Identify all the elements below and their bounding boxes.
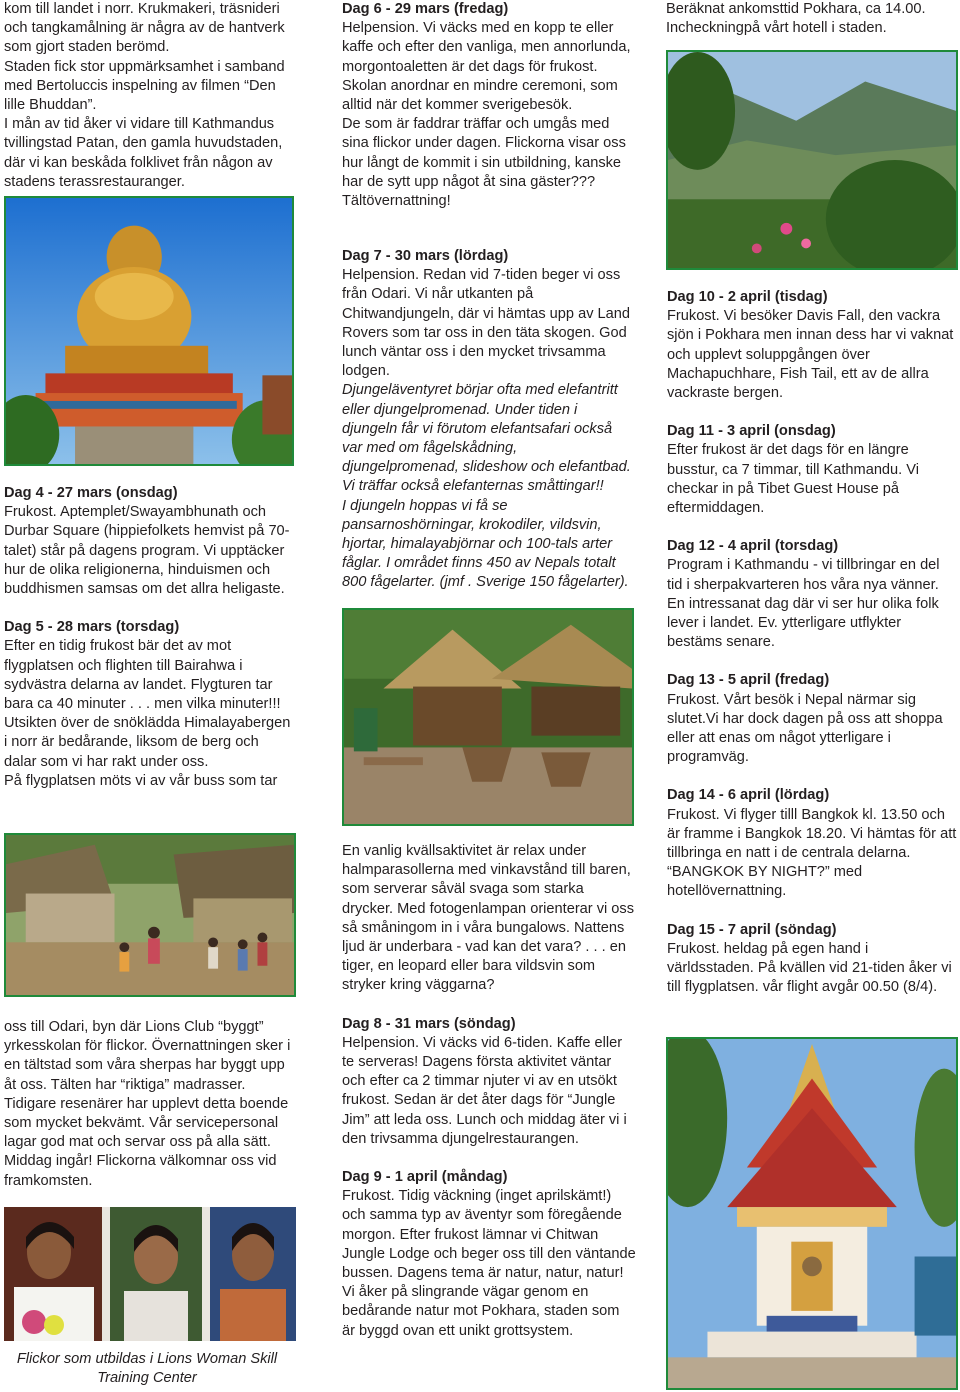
day-text: Frukost. heldag på egen hand i världsstaden. På kvällen vid 21-tiden åker vi till flygplatsen. vår flight avgår 00.50 (8/4).: [667, 940, 952, 996]
column-1: [4, 0, 294, 192]
pokhara-landscape-photo: [666, 50, 958, 270]
girl-portrait-photo: [110, 1207, 202, 1341]
buddha-statue-photo: [4, 196, 294, 466]
day-heading: Dag 4 - 27 mars (onsdag): [4, 485, 178, 501]
column-1-days: [4, 484, 294, 791]
jungle-lodge-photo: [342, 608, 634, 826]
day-text: Frukost. Vi besöker Davis Fall, den vackra sjön i Pokhara men innan dess har vi vaknat och upplevt soluppgången över Machapuchhare, Fish Tail, ett av de allra vackraste bergen.: [667, 308, 954, 402]
girls-photos: [4, 1207, 296, 1341]
column-2-evening: [342, 842, 636, 1341]
day-heading: Dag 11 - 3 april (onsdag): [667, 423, 836, 440]
column-2-dag7: [342, 247, 636, 593]
column-2: [342, 0, 636, 211]
photo-caption: Flickor som utbildas i Lions Woman Skill Training Center: [16, 1351, 278, 1387]
day-heading: Dag 15 - 7 april (söndag): [667, 921, 837, 938]
day-heading: Dag 6 - 29 mars (fredag): [342, 1, 509, 17]
day-text: De som är faddrar träffar och umgås med sina flickor under dagen. Flickorna visar oss hur långt de kommit i sin utbildning, kanske har de sytt upp något åt sina gäster??? Tältövernattning!: [342, 116, 626, 210]
intro-paragraph: Beräknat ankomsttid Pokhara, ca 14.00. Incheckningpå vårt hotell i staden.: [666, 1, 926, 37]
girl-portrait-photo: [4, 1207, 102, 1341]
continued-paragraph: oss till Odari, byn där Lions Club “byggt” yrkesskolan för flickor. Övernattningen sker i en tältstad som våra sherpas har byggt upp åt oss. Tälten har “riktiga” madrasser. Tidigare resenärer har upplevt detta boende som mycket bekvämt. Vår servicepersonal lagar god mat och servar oss på alla sätt. Middag ingår! Flickorna välkomnar oss vid framkomsten.: [4, 1019, 291, 1189]
day-heading: Dag 8 - 31 mars (söndag): [342, 1015, 516, 1032]
day-text: Efter en tidig frukost bär det av mot flygplatsen och flighten till Bairahwa i sydvästra delarna av landet. Flygturen tar bara ca 40 minuter . . . men vilka minuter!!! Utsikten över de snöklädda Himalayabergen i norr är bedårande, liksom de berg och dalar som vi har rakt under oss.: [4, 638, 291, 770]
intro-paragraph: I mån av tid åker vi vidare till Kathmandus tvillingstad Patan, den gamla huvudstaden, där vi kan beskåda folklivet från någon av stadens terassrestauranger.: [4, 116, 283, 190]
day-heading: Dag 10 - 2 april (tisdag): [667, 289, 828, 305]
day-text: Frukost. Vårt besök i Nepal närmar sig slutet.Vi har dock dagen på oss att shoppa eller att enas om något ytterligare i programväg.: [667, 691, 943, 766]
day-heading: Dag 13 - 5 april (fredag): [667, 672, 830, 689]
day-text: Frukost. Aptemplet/Swayambhunath och Durbar Square (hippiefolkets hemvist på 70-talet) står på dagens program. Vi upptäcker hur de olika religionerna, hinduismen och buddhismen samsas om det allra heligaste.: [4, 504, 290, 598]
intro-paragraph: kom till landet i norr. Krukmakeri, träsnideri och tangkamålning är några av de hantverk som gjort staden berömd.: [4, 1, 285, 56]
day-heading: Dag 7 - 30 mars (lördag): [342, 248, 509, 264]
day-text-italic: I djungeln hoppas vi få se pansarnoshörningar, krokodiler, vildsvin, hjortar, himalayabjörnar och 100-tals arter fåglar. I området finns 450 av Nepals totalt 800 fågelarter. (jmf . Sverige 150 fågelarter).: [342, 497, 629, 591]
intro-paragraph: Staden fick stor uppmärksamhet i samband med Bertoluccis inspelning av filmen “Den lille Bhuddan”.: [4, 58, 285, 114]
day-text: Helpension. Redan vid 7-tiden beger vi oss från Odari. Vi når utkanten på Chitwandjungeln, där vi hämtas upp av Land Rovers som tar oss in den täta skogen. God lunch väntar oss i den mycket trivsamma lodgen.: [342, 267, 631, 380]
evening-paragraph: En vanlig kvällsaktivitet är relax under halmparasollerna med vinkavstånd till baren, som serverar såväl svaga som starka drycker. Med fotogenlampan orienterar vi oss så småningom in i våra bungalows. Nattens ljud är underbara - vad kan det vara? . . . en tiger, en leopard eller bara vildsvin som stryker kring väggarna?: [342, 843, 635, 994]
day-heading: Dag 5 - 28 mars (torsdag): [4, 619, 180, 636]
column-1-continued: [4, 1018, 296, 1191]
day-text: Helpension. Vi väcks med en kopp te eller kaffe och efter den vanliga, men annorlunda, morgontoaletten är det dags för frukost. Skolan anordnar en mindre ceremoni, som alltid när det kommer sverigebesök.: [342, 20, 631, 114]
girl-portrait-photo: [210, 1207, 296, 1341]
day-heading: Dag 9 - 1 april (måndag): [342, 1169, 508, 1186]
day-text: Frukost. Tidig väckning (inget aprilskämt!) och samma typ av äventyr som föregående morgon. Efter frukost lämnar vi Chitwan Jungle Lodge och beger oss till den väntande bussen. Dagens tema är natur, natur, natur! Vi åker på slingrande vägar genom en bedårande natur mot Pokhara, staden som är byggd ovan ett unikt grottsystem.: [342, 1188, 636, 1339]
column-3: [666, 0, 956, 38]
day-heading: Dag 12 - 4 april (torsdag): [667, 538, 839, 555]
day-text: Helpension. Vi väcks vid 6-tiden. Kaffe eller te serveras! Dagens första aktivitet väntar och efter ca 2 timmar njuter vi av en utsökt frukost. Sedan är det åter dags för “Jungle Jim” att leda oss. Lunch och middag äter vi i den trivsamma djungelrestaurangen.: [342, 1034, 627, 1147]
thai-shrine-photo: [666, 1037, 958, 1390]
day-text: På flygplatsen möts vi av vår buss som tar: [4, 772, 278, 789]
day-text: Frukost. Vi flyger tilll Bangkok kl. 13.50 och är framme i Bangkok 18.20. Vi hämtas för att tillbringa en natt i de centrala delarna. “BANGKOK BY NIGHT?” med hotellövernattning.: [667, 806, 957, 900]
day-text-italic: Djungeläventyret börjar ofta med elefantritt eller djungelpromenad. Under tiden i djungeln får vi förutom elefantsafari också var med om fågelskådning, djungelpromenad, slideshow och elefantbad. Vi träffar också elefanternas småttingar!!: [342, 382, 631, 495]
column-3-days: [667, 288, 957, 998]
day-text: Efter frukost är det dags för en längre busstur, ca 7 timmar, till Kathmandu. Vi checkar in på Tibet Guest House på eftermiddagen.: [667, 442, 919, 517]
day-heading: Dag 14 - 6 april (lördag): [667, 787, 830, 804]
village-photo: [4, 833, 296, 997]
day-text: Program i Kathmandu - vi tillbringar en del tid i sherpakvarteren hos våra nya vänner. En intressanat dag där vi ser hur olika folk lever i landet. Ev. ytterligare utflykter bestäms senare.: [667, 557, 940, 651]
